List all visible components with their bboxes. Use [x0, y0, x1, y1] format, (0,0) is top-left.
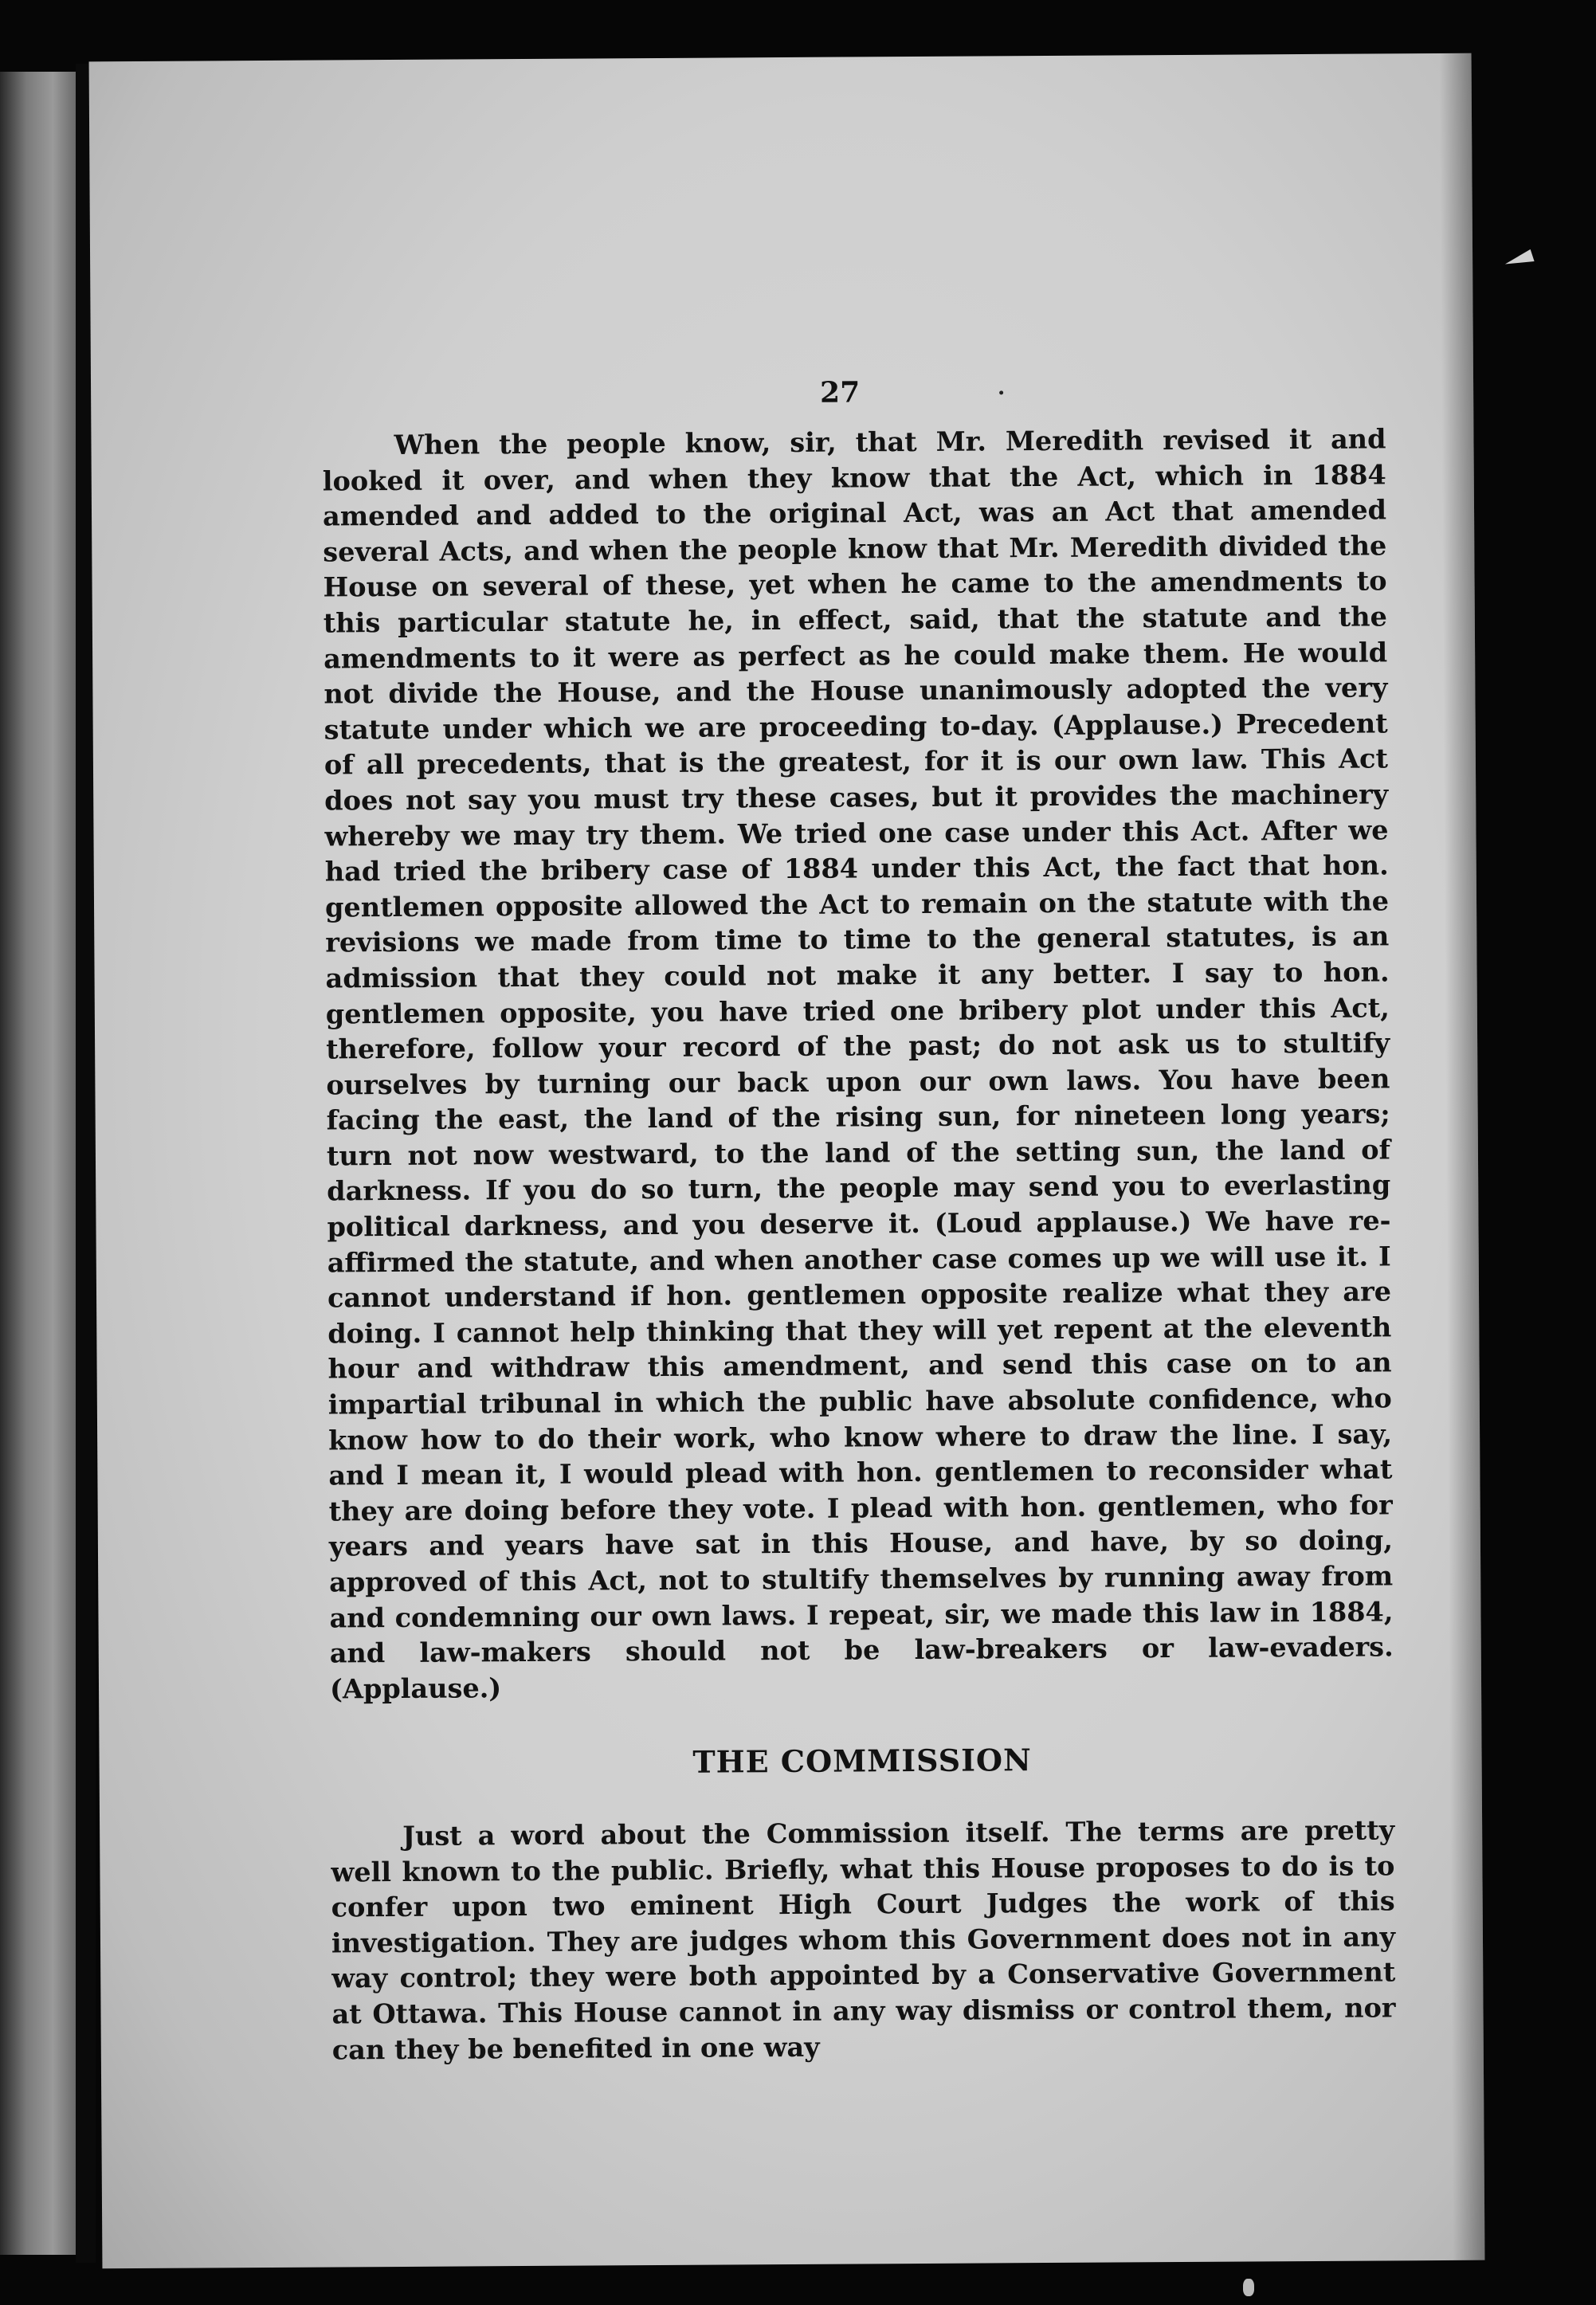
ink-speck: [999, 390, 1003, 394]
body-text: [322, 421, 1396, 2068]
paragraph-2: Just a word about the Commission itself. The terms are pretty well known to the public. Briefly, what this House proposes to do is to confer upon two eminent High Court Judges the work of this investigation. They are judges whom this Government does not in any way control; they were both appointed by a Conservative Government at Ottawa. This House cannot in any way dismiss or control them, nor can they be benefited in one way: [331, 1814, 1396, 2066]
page-number: 27: [819, 375, 861, 410]
book-page: [89, 53, 1485, 2269]
scan-corner-mark: [1503, 249, 1534, 270]
scan-artifact: [1243, 2279, 1254, 2296]
left-page-edge: [0, 72, 76, 2255]
page-edge-shadow: [1440, 53, 1485, 2260]
section-heading: THE COMMISSION: [692, 1742, 1032, 1781]
paragraph-1: When the people know, sir, that Mr. Meredith revised it and looked it over, and when they know that the Act, which in 1884 amended and added to the original Act, was an Act that amended several Acts, and when the people know that Mr. Meredith divided the House on several of these, yet when he came to the amendments to this particular statute he, in effect, said, that the statute and the amendments to it were as perfect as he could make them. He would not divide the House, and the House unanimously adopted the very statute under which we are proceeding to-day. (Applause.) Precedent of all precedents, that is the greatest, for it is our own law. This Act does not say you must try these cases, but it provides the machinery whereby we may try them. We tried one case under this Act. After we had tried the bribery case of 1884 under this Act, the fact that hon. gentlemen opposite allowed the Act to remain on the statute with the revisions we made from time to time to the general statutes, is an admission that they could not make it any better. I say to hon. gentlemen opposite, you have tried one bribery plot under this Act, therefore, follow your record of the past; do not ask us to stultify ourselves by turning our back upon our own laws. You have been facing the east, the land of the rising sun, for nineteen long years; turn not now westward, to the land of the setting sun, the land of darkness. If you do so turn, the people may send you to everlasting political darkness, and you deserve it. (Loud applause.) We have re-affirmed the statute, and when another case comes up we will use it. I cannot understand if hon. gentlemen opposite realize what they are doing. I cannot help thinking that they will yet repent at the eleventh hour and withdraw this amendment, and send this case on to an impartial tribunal in which the public have absolute confidence, who know how to do their work, who know where to draw the line. I say, and I mean it, I would plead with hon. gentlemen to reconsider what they are doing before they vote. I plead with hon. gentlemen, who for years and years have sat in this House, and have, by so doing, approved of this Act, not to stultify themselves by running away from and condemning our own laws. I repeat, sir, we made this law in 1884, and law-makers should not be law-breakers or law-evaders. (Applause.): [322, 423, 1394, 1705]
